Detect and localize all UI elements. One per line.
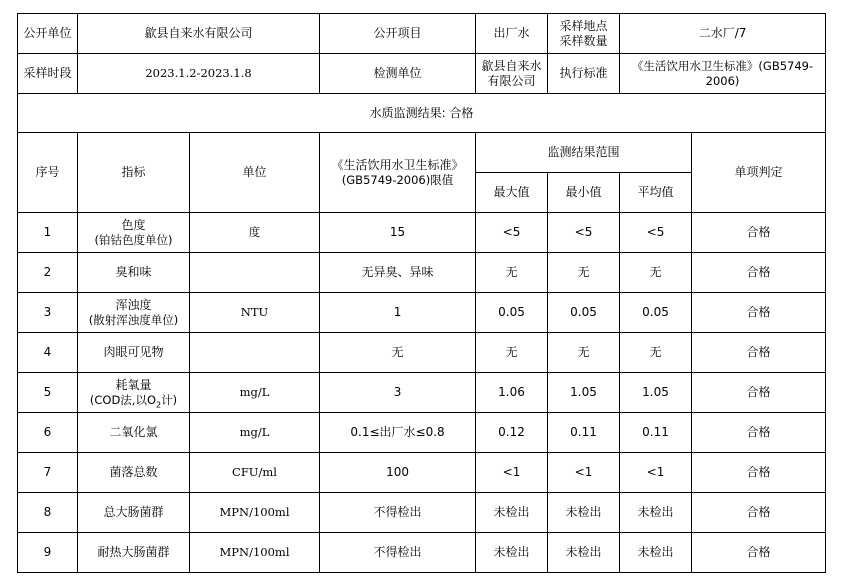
period-value: 2023.1.2-2023.1.8 bbox=[78, 54, 320, 94]
row-indicator-name: 肉眼可见物 bbox=[103, 345, 164, 359]
row-no: 2 bbox=[18, 253, 78, 293]
row-indicator bbox=[78, 333, 190, 373]
info-row-1 bbox=[18, 14, 826, 54]
row-indicator-name: 耐热大肠菌群 bbox=[97, 545, 170, 559]
row-max: 未检出 bbox=[476, 533, 548, 573]
lab-label: 检测单位 bbox=[320, 54, 476, 94]
row-judge: 合格 bbox=[692, 453, 826, 493]
row-judge: 合格 bbox=[692, 293, 826, 333]
row-indicator bbox=[78, 213, 190, 253]
row-avg: 未检出 bbox=[620, 493, 692, 533]
standard-value: 《生活饮用水卫生标准》(GB5749-2006) bbox=[620, 54, 826, 94]
row-indicator-unit-note: (散射浑浊度单位) bbox=[88, 312, 179, 327]
row-avg: 无 bbox=[620, 253, 692, 293]
table-row bbox=[18, 293, 826, 333]
publisher-value: 歙县自来水有限公司 bbox=[78, 14, 320, 54]
header-no: 序号 bbox=[18, 133, 78, 213]
site-label-line1: 采样地点 bbox=[559, 18, 608, 33]
row-unit bbox=[190, 333, 320, 373]
row-limit: 100 bbox=[320, 453, 476, 493]
header-limit-line2: (GB5749-2006)限值 bbox=[341, 172, 454, 187]
row-indicator-unit-note: (铂钴色度单位) bbox=[94, 232, 173, 247]
row-min: 未检出 bbox=[548, 493, 620, 533]
table-row bbox=[18, 493, 826, 533]
row-indicator bbox=[78, 493, 190, 533]
row-indicator bbox=[78, 453, 190, 493]
row-max: 未检出 bbox=[476, 493, 548, 533]
row-indicator bbox=[78, 413, 190, 453]
row-indicator-name: 耗氧量 bbox=[115, 377, 152, 392]
row-min: <1 bbox=[548, 453, 620, 493]
table-row bbox=[18, 453, 826, 493]
row-min: 无 bbox=[548, 333, 620, 373]
row-judge: 合格 bbox=[692, 333, 826, 373]
row-no: 8 bbox=[18, 493, 78, 533]
row-avg: 未检出 bbox=[620, 533, 692, 573]
row-limit: 不得检出 bbox=[320, 493, 476, 533]
row-min: 1.05 bbox=[548, 373, 620, 413]
table-row bbox=[18, 533, 826, 573]
data-rows bbox=[18, 213, 826, 573]
table-row bbox=[18, 413, 826, 453]
row-avg: 0.05 bbox=[620, 293, 692, 333]
row-avg: 无 bbox=[620, 333, 692, 373]
row-no: 5 bbox=[18, 373, 78, 413]
row-max: 无 bbox=[476, 333, 548, 373]
row-limit: 15 bbox=[320, 213, 476, 253]
row-indicator-name: 浑浊度 bbox=[115, 297, 152, 312]
site-label bbox=[548, 14, 620, 54]
table-row bbox=[18, 253, 826, 293]
row-no: 4 bbox=[18, 333, 78, 373]
row-avg: <5 bbox=[620, 213, 692, 253]
table-row bbox=[18, 333, 826, 373]
row-avg: 1.05 bbox=[620, 373, 692, 413]
row-avg: 0.11 bbox=[620, 413, 692, 453]
row-max: <5 bbox=[476, 213, 548, 253]
row-indicator-unit-note bbox=[80, 393, 187, 408]
result-banner-row bbox=[18, 94, 826, 133]
row-unit: 度 bbox=[190, 213, 320, 253]
row-no: 6 bbox=[18, 413, 78, 453]
header-limit bbox=[320, 133, 476, 213]
row-no: 1 bbox=[18, 213, 78, 253]
water-quality-table bbox=[17, 13, 826, 573]
row-avg: <1 bbox=[620, 453, 692, 493]
header-judge: 单项判定 bbox=[692, 133, 826, 213]
header-indicator: 指标 bbox=[78, 133, 190, 213]
row-indicator bbox=[78, 293, 190, 333]
item-value: 出厂水 bbox=[476, 14, 548, 54]
row-limit: 3 bbox=[320, 373, 476, 413]
row-unit: mg/L bbox=[190, 373, 320, 413]
row-indicator-name: 色度 bbox=[121, 217, 146, 232]
row-indicator bbox=[78, 253, 190, 293]
row-unit: mg/L bbox=[190, 413, 320, 453]
period-label: 采样时段 bbox=[18, 54, 78, 94]
row-limit: 无异臭、异味 bbox=[320, 253, 476, 293]
row-indicator-name: 菌落总数 bbox=[109, 465, 158, 479]
row-min: 无 bbox=[548, 253, 620, 293]
row-min: 0.05 bbox=[548, 293, 620, 333]
header-unit: 单位 bbox=[190, 133, 320, 213]
note-subscript: 2 bbox=[156, 399, 162, 409]
header-max: 最大值 bbox=[476, 173, 548, 213]
info-row-2 bbox=[18, 54, 826, 94]
lab-value: 歙县自来水有限公司 bbox=[476, 54, 548, 94]
row-min: <5 bbox=[548, 213, 620, 253]
header-avg: 平均值 bbox=[620, 173, 692, 213]
row-max: <1 bbox=[476, 453, 548, 493]
row-indicator-name: 二氧化氯 bbox=[109, 425, 158, 439]
site-value: 二水厂/7 bbox=[620, 14, 826, 54]
row-limit: 0.1≤出厂水≤0.8 bbox=[320, 413, 476, 453]
note-text: (COD法,以O bbox=[89, 392, 157, 407]
row-unit: CFU/ml bbox=[190, 453, 320, 493]
row-no: 7 bbox=[18, 453, 78, 493]
row-judge: 合格 bbox=[692, 533, 826, 573]
row-limit: 无 bbox=[320, 333, 476, 373]
row-judge: 合格 bbox=[692, 213, 826, 253]
note-text: 计) bbox=[161, 392, 178, 407]
row-judge: 合格 bbox=[692, 373, 826, 413]
row-no: 3 bbox=[18, 293, 78, 333]
header-limit-line1: 《生活饮用水卫生标准》 bbox=[331, 157, 464, 172]
row-limit: 不得检出 bbox=[320, 533, 476, 573]
row-unit bbox=[190, 253, 320, 293]
row-min: 0.11 bbox=[548, 413, 620, 453]
table-row bbox=[18, 373, 826, 413]
item-label: 公开项目 bbox=[320, 14, 476, 54]
row-limit: 1 bbox=[320, 293, 476, 333]
row-max: 0.12 bbox=[476, 413, 548, 453]
site-label-line2: 采样数量 bbox=[559, 33, 608, 48]
row-indicator bbox=[78, 373, 190, 413]
row-unit: NTU bbox=[190, 293, 320, 333]
row-indicator-name: 总大肠菌群 bbox=[103, 505, 164, 519]
header-range: 监测结果范围 bbox=[476, 133, 692, 173]
header-min: 最小值 bbox=[548, 173, 620, 213]
row-judge: 合格 bbox=[692, 253, 826, 293]
row-min: 未检出 bbox=[548, 533, 620, 573]
row-indicator-name: 臭和味 bbox=[115, 265, 152, 279]
row-judge: 合格 bbox=[692, 413, 826, 453]
row-unit: MPN/100ml bbox=[190, 493, 320, 533]
table-row bbox=[18, 213, 826, 253]
row-unit: MPN/100ml bbox=[190, 533, 320, 573]
header-row-1 bbox=[18, 133, 826, 173]
row-indicator bbox=[78, 533, 190, 573]
row-max: 1.06 bbox=[476, 373, 548, 413]
standard-label: 执行标准 bbox=[548, 54, 620, 94]
row-max: 0.05 bbox=[476, 293, 548, 333]
row-max: 无 bbox=[476, 253, 548, 293]
publisher-label: 公开单位 bbox=[18, 14, 78, 54]
row-no: 9 bbox=[18, 533, 78, 573]
result-banner: 水质监测结果: 合格 bbox=[18, 94, 826, 133]
row-judge: 合格 bbox=[692, 493, 826, 533]
